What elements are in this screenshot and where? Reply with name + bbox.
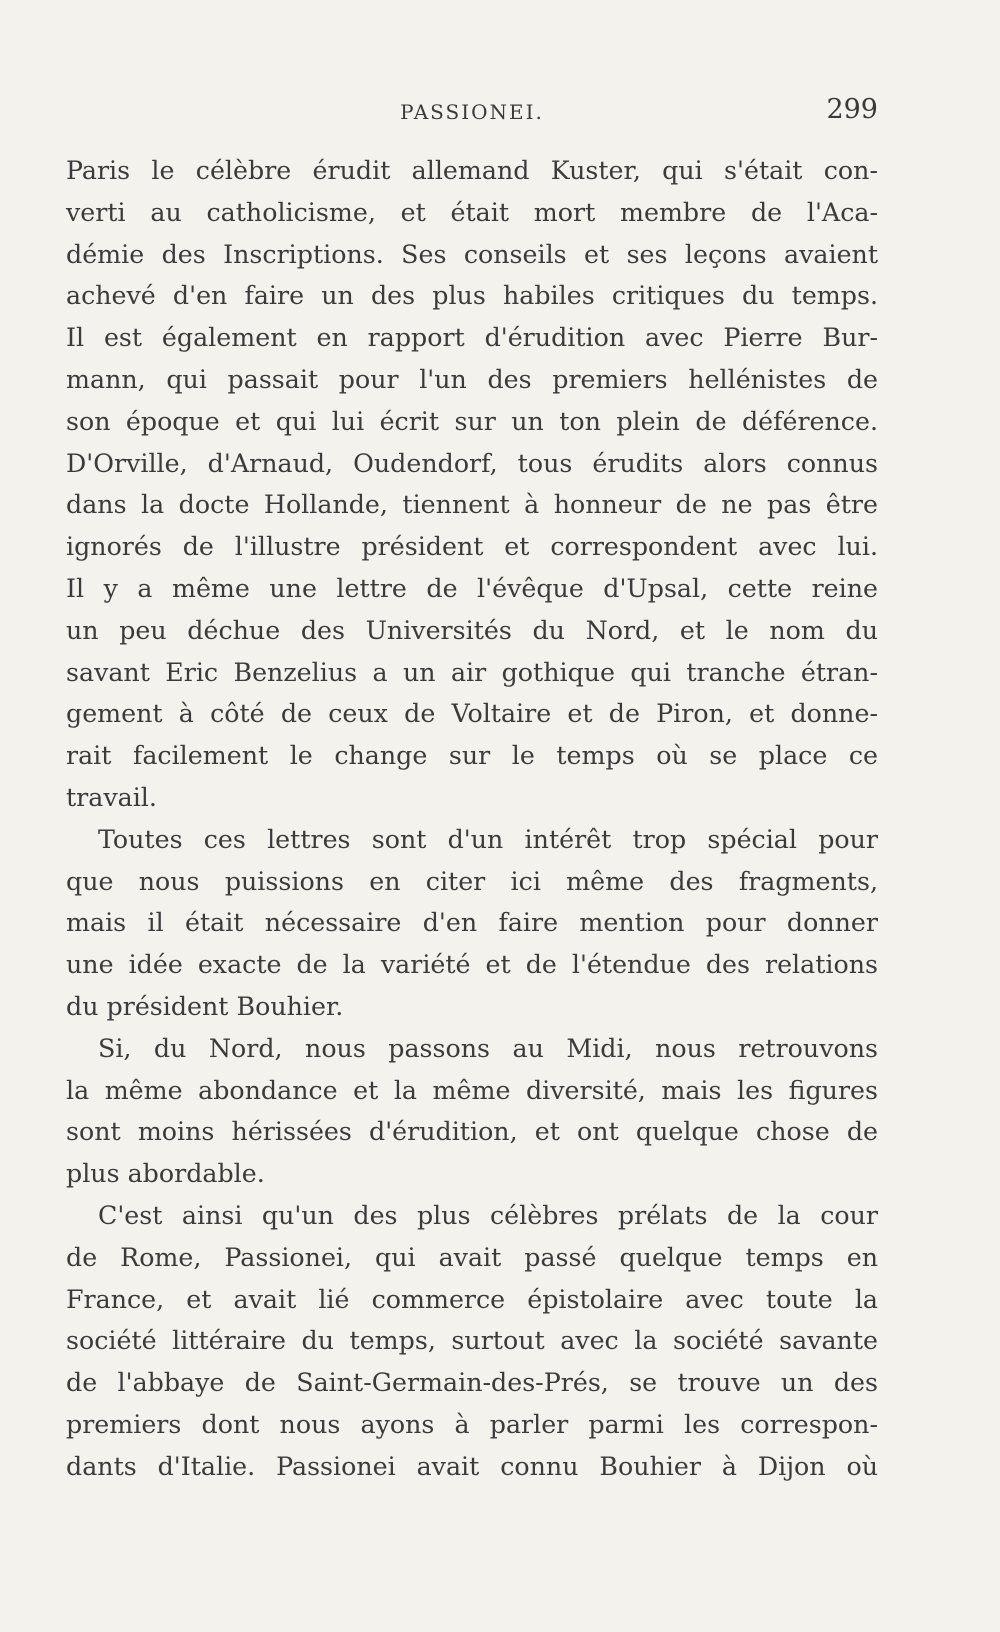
paragraph	[66, 1028, 878, 1195]
paragraph	[66, 819, 878, 1028]
text-line: achevé d'en faire un des plus habiles critiques du temps.	[66, 281, 878, 311]
text-line: France, et avait lié commerce épistolaire avec toute la	[66, 1284, 878, 1314]
text-line: que nous puissions en citer ici même des fragments,	[66, 866, 878, 896]
text-line: Il est également en rapport d'érudition avec Pierre Bur-	[66, 323, 878, 353]
text-line: premiers dont nous ayons à parler parmi les correspon-	[66, 1409, 878, 1439]
text-line: dants d'Italie. Passionei avait connu Bouhier à Dijon où	[66, 1451, 878, 1481]
text-line: sont moins hérissées d'érudition, et ont quelque chose de	[66, 1117, 878, 1147]
text-line: démie des Inscriptions. Ses conseils et ses leçons avaient	[66, 239, 878, 269]
page-header	[66, 92, 878, 132]
text-line: son époque et qui lui écrit sur un ton plein de déférence.	[66, 406, 878, 436]
text-line: dans la docte Hollande, tiennent à honneur de ne pas être	[66, 490, 878, 520]
text-line: Il y a même une lettre de l'évêque d'Upsal, cette reine	[66, 573, 878, 603]
text-line: gement à côté de ceux de Voltaire et de Piron, et donne-	[66, 699, 878, 729]
text-line: D'Orville, d'Arnaud, Oudendorf, tous érudits alors connus	[66, 448, 878, 478]
text-line: savant Eric Benzelius a un air gothique qui tranche étran-	[66, 657, 878, 687]
text-line: la même abondance et la même diversité, mais les figures	[66, 1075, 878, 1105]
text-line: mann, qui passait pour l'un des premiers hellénistes de	[66, 364, 878, 394]
page-number: 299	[826, 94, 878, 125]
text-line: rait facilement le change sur le temps où se place ce	[66, 741, 878, 771]
text-line: C'est ainsi qu'un des plus célèbres prélats de la cour	[98, 1200, 878, 1230]
text-line: mais il était nécessaire d'en faire mention pour donner	[66, 908, 878, 938]
body-text	[66, 150, 878, 1488]
text-line: Paris le célèbre érudit allemand Kuster, qui s'était con-	[66, 156, 878, 185]
paragraph	[66, 1195, 878, 1488]
text-line: de Rome, Passionei, qui avait passé quelque temps en	[66, 1242, 878, 1272]
text-line: travail.	[66, 782, 157, 812]
text-line: ignorés de l'illustre président et correspondent avec lui.	[66, 532, 878, 562]
text-line: verti au catholicisme, et était mort membre de l'Aca-	[66, 197, 878, 227]
text-line: un peu déchue des Universités du Nord, et le nom du	[66, 615, 878, 645]
paragraph	[66, 150, 878, 819]
text-line: une idée exacte de la variété et de l'étendue des relations	[66, 950, 878, 980]
text-line: de l'abbaye de Saint-Germain-des-Prés, se trouve un des	[66, 1368, 878, 1398]
text-line: Toutes ces lettres sont d'un intérêt trop spécial pour	[98, 824, 878, 854]
text-line: Si, du Nord, nous passons au Midi, nous retrouvons	[98, 1033, 878, 1063]
text-line: du président Bouhier.	[66, 991, 344, 1021]
running-title: PASSIONEI.	[400, 100, 544, 124]
text-line: société littéraire du temps, surtout avec la société savante	[66, 1326, 878, 1356]
text-line: plus abordable.	[66, 1159, 265, 1189]
